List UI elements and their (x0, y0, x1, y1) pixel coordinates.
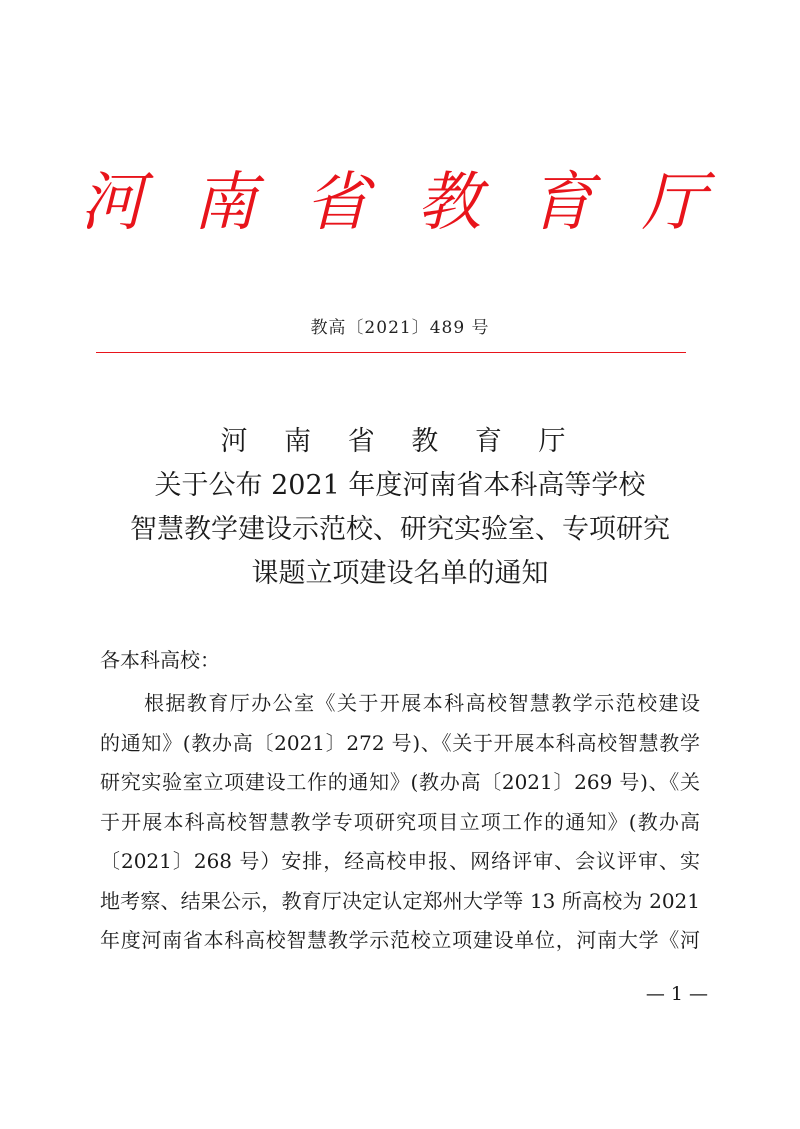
body-line: 〔2021〕268 号）安排，经高校申报、网络评审、会议评审、实 (100, 849, 700, 873)
red-divider-line (96, 352, 686, 353)
title-line: 课题立项建设名单的通知 (251, 558, 549, 589)
body-line: 地考察、结果公示，教育厅决定认定郑州大学等 13 所高校为 2021 (100, 888, 700, 913)
body-paragraph (100, 684, 700, 961)
document-title (0, 420, 800, 596)
title-line: 关于公布 2021 年度河南省本科高等学校 (154, 470, 646, 501)
body-line: 于开展本科高校智慧教学专项研究项目立项工作的通知》(教办高 (100, 809, 700, 834)
body-line: 根据教育厅办公室《关于开展本科高校智慧教学示范校建设 (144, 691, 700, 715)
issuer-masthead: 河 南 省 教 育 厅 (80, 166, 720, 240)
body-line: 的通知》(教办高〔2021〕272 号)、《关于开展本科高校智慧教学 (100, 730, 700, 755)
document-number: 教高〔2021〕489 号 (310, 318, 490, 338)
page-number: — 1 — (645, 983, 708, 1005)
title-line: 智慧教学建设示范校、研究实验室、专项研究 (130, 514, 670, 545)
body-line: 研究实验室立项建设工作的通知》(教办高〔2021〕269 号)、《关 (100, 770, 700, 794)
salutation: 各本科高校： (100, 648, 220, 672)
body-line: 年度河南省本科高校智慧教学示范校立项建设单位，河南大学《河 (100, 928, 700, 952)
title-line: 河 南 省 教 育 厅 (220, 426, 580, 457)
